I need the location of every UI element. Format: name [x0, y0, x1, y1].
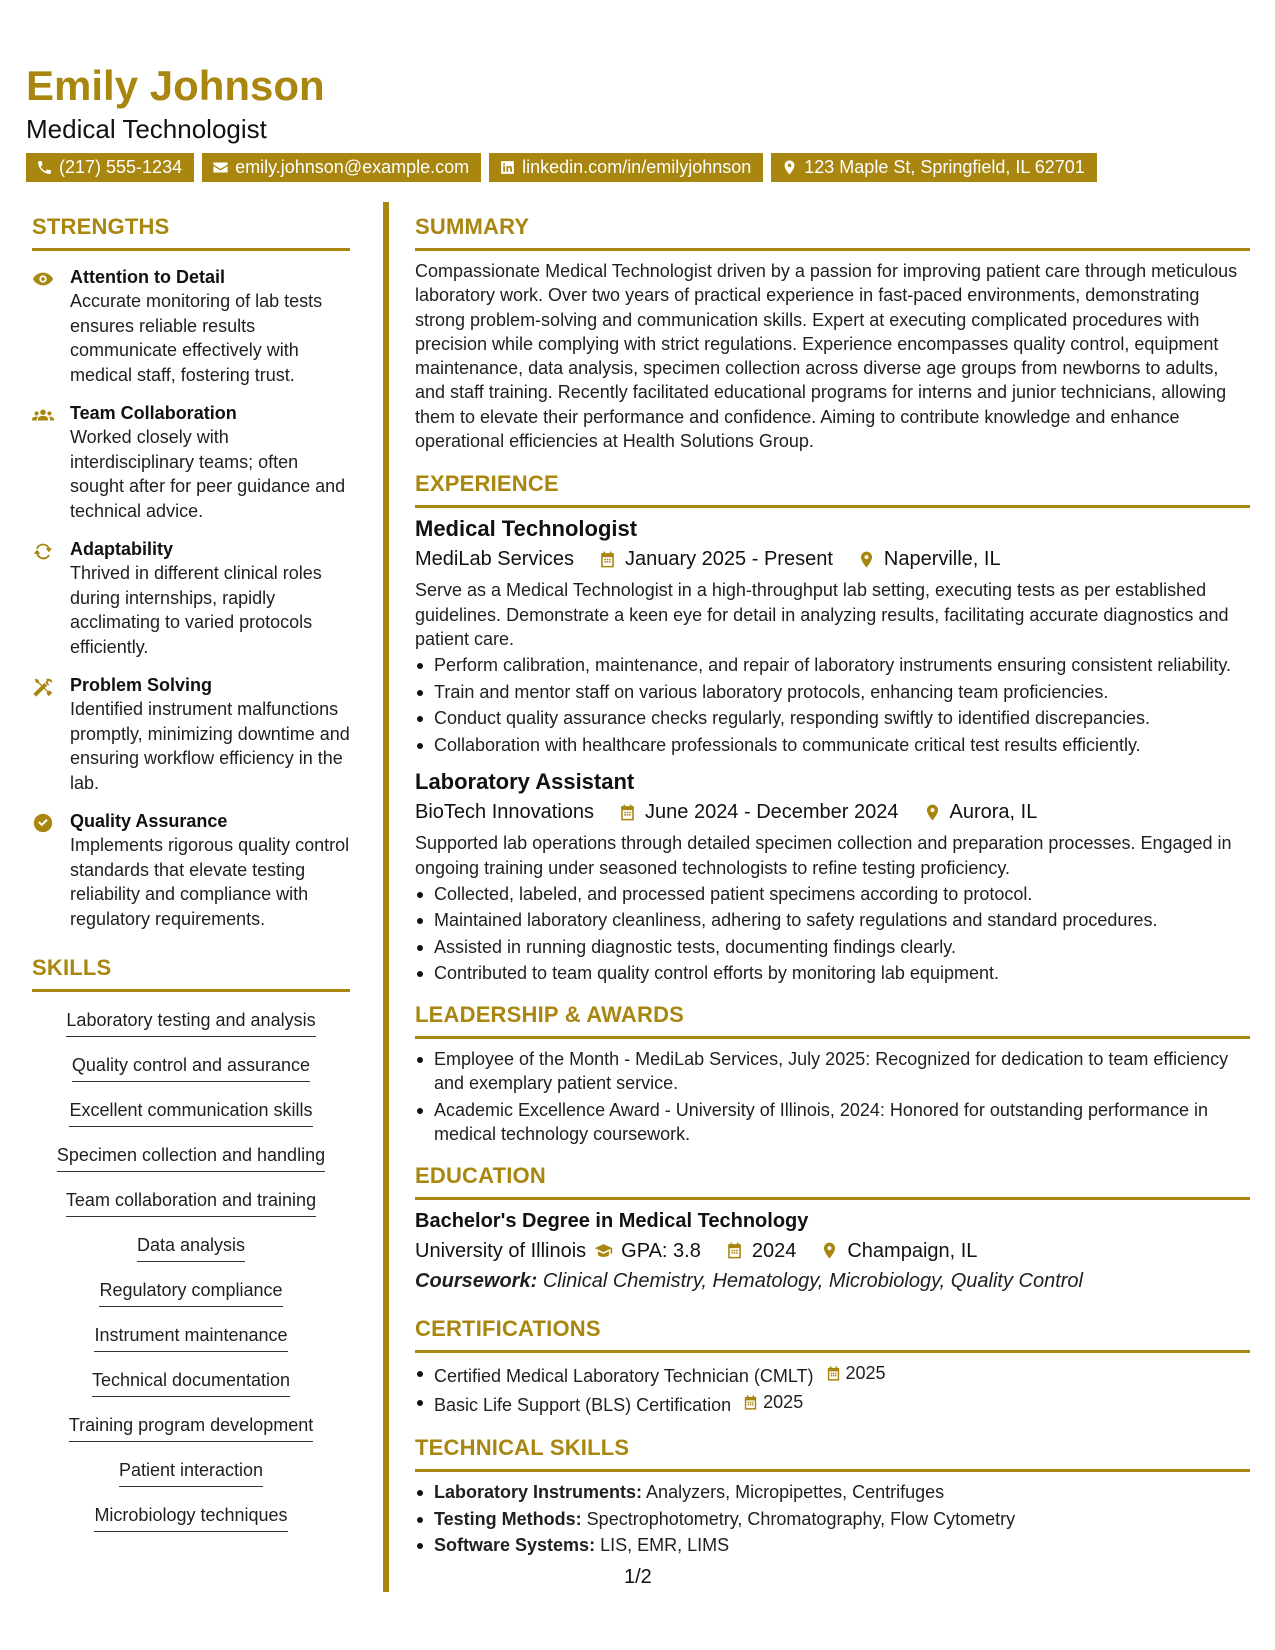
certifications-heading: CERTIFICATIONS — [415, 1315, 601, 1341]
strength-desc: Implements rigorous quality control standards that elevate testing reliability and compliance with regulatory requirements. — [70, 835, 350, 929]
map-pin-icon — [923, 803, 942, 822]
calendar-icon — [742, 1394, 759, 1411]
job-dates: January 2025 - Present — [624, 548, 833, 571]
certifications-list — [415, 1361, 1250, 1418]
skill-tag: Quality control and assurance — [72, 1053, 310, 1082]
job-company: MediLab Services — [415, 548, 574, 571]
strength-item — [32, 537, 350, 659]
skill-tag: Instrument maintenance — [94, 1323, 287, 1352]
education-heading: EDUCATION — [415, 1162, 546, 1188]
degree-title: Bachelor's Degree in Medical Technology — [415, 1209, 809, 1232]
map-pin-icon — [857, 550, 876, 569]
job-location: Aurora, IL — [949, 801, 1038, 824]
education-rule — [415, 1197, 1250, 1200]
job-meta — [415, 797, 1250, 827]
job-company: BioTech Innovations — [415, 801, 595, 824]
coursework — [415, 1266, 1250, 1296]
coursework-list: Clinical Chemistry, Hematology, Microbiology, Quality Control — [542, 1269, 1083, 1292]
map-pin-icon — [781, 159, 798, 176]
calendar-icon — [825, 1365, 842, 1382]
job-location: Naperville, IL — [883, 548, 1001, 571]
email-chip[interactable] — [202, 153, 481, 182]
strengths-heading: STRENGTHS — [32, 214, 170, 239]
strength-title: Team Collaboration — [70, 403, 237, 423]
strength-title: Adaptability — [70, 539, 174, 559]
cert-name: Basic Life Support (BLS) Certification — [434, 1394, 732, 1415]
tools-icon — [32, 676, 54, 698]
list-item — [415, 1480, 1250, 1505]
linkedin-chip[interactable] — [489, 153, 763, 182]
sync-icon — [32, 540, 54, 562]
tech-label: Software Systems: — [434, 1535, 596, 1556]
education-meta — [415, 1236, 1250, 1266]
job-entry — [415, 767, 1250, 986]
eye-icon — [32, 268, 54, 290]
skill-tag: Team collaboration and training — [66, 1188, 316, 1217]
graduation-year: 2024 — [751, 1239, 797, 1262]
page-number: 1/2 — [624, 1566, 652, 1588]
users-icon — [32, 404, 54, 426]
skills-heading: SKILLS — [32, 955, 112, 980]
phone-chip[interactable] — [26, 153, 194, 182]
tech-value: Spectrophotometry, Chromatography, Flow Cytometry — [586, 1508, 1016, 1529]
list-item: Collected, labeled, and processed patient specimens according to protocol. — [415, 882, 1250, 907]
list-item: Maintained laboratory cleanliness, adhering to safety regulations and standard procedures. — [415, 908, 1250, 933]
cert-name: Certified Medical Laboratory Technician (CMLT) — [434, 1365, 814, 1386]
skill-tag: Patient interaction — [119, 1458, 263, 1487]
skill-tag: Excellent communication skills — [69, 1098, 312, 1127]
right-column — [415, 212, 1250, 1558]
linkedin-icon — [499, 159, 516, 176]
job-description: Serve as a Medical Technologist in a high-throughput lab setting, executing tests as per established guidelines. Demonstrate a keen eye for detail in analyzing results, facilitating accurate diagnostics and patient care. — [415, 580, 1229, 649]
list-item: Perform calibration, maintenance, and repair of laboratory instruments ensuring consistent reliability. — [415, 653, 1250, 678]
candidate-name: Emily Johnson — [26, 62, 325, 109]
summary-rule — [415, 248, 1250, 251]
linkedin-text: linkedin.com/in/emilyjohnson — [522, 157, 752, 177]
strength-desc: Accurate monitoring of lab tests ensures reliable results communicate effectively with medical staff, fostering trust. — [70, 291, 323, 385]
skill-tag: Microbiology techniques — [94, 1503, 287, 1532]
awards-list — [415, 1047, 1250, 1147]
check-circle-icon — [32, 812, 54, 834]
strength-desc: Thrived in different clinical roles during internships, rapidly acclimating to varied protocols efficiently. — [70, 563, 322, 657]
job-entry — [415, 514, 1250, 757]
contact-bar — [26, 153, 1097, 182]
skill-tag: Laboratory testing and analysis — [66, 1008, 315, 1037]
strength-item — [32, 265, 350, 387]
list-item — [415, 1507, 1250, 1532]
job-bullets — [415, 882, 1250, 986]
list-item: Employee of the Month - MediLab Services, July 2025: Recognized for dedication to team efficiency and exemplary patient service. — [415, 1047, 1250, 1096]
phone-text: (217) 555-1234 — [59, 157, 183, 177]
education-location: Champaign, IL — [847, 1239, 978, 1262]
tech-value: LIS, EMR, LIMS — [600, 1535, 730, 1556]
coursework-label: Coursework: — [415, 1269, 538, 1292]
job-dates: June 2024 - December 2024 — [645, 801, 899, 824]
left-column — [32, 212, 350, 1548]
tech-label: Laboratory Instruments: — [434, 1482, 643, 1503]
strength-item — [32, 809, 350, 931]
strength-item — [32, 673, 350, 795]
calendar-icon — [725, 1241, 744, 1260]
technical-list — [415, 1480, 1250, 1558]
cert-year: 2025 — [845, 1362, 886, 1383]
awards-heading: LEADERSHIP & AWARDS — [415, 1001, 685, 1027]
strength-desc: Identified instrument malfunctions promptly, minimizing downtime and ensuring workflow efficiency in the lab. — [70, 699, 350, 793]
summary-text: Compassionate Medical Technologist driven by a passion for improving patient care through meticulous laboratory work. Over two years of practical experience in fast-paced environments, demonstrating strong problem-solving and communication skills. Expert at executing complicated procedures with precision while complying with strict regulations. Experience encompasses quality control, equipment maintenance, data analysis, specimen collection across diverse age groups from newborns to adults, and staff training. Recently facilitated educational programs for interns and junior technicians, allowing them to elevate their performance and confidence. Aiming to contribute knowledge and enhance operational efficiencies at Health Solutions Group. — [415, 261, 1238, 452]
job-meta — [415, 544, 1250, 574]
map-pin-icon — [820, 1241, 839, 1260]
school-name: University of Illinois — [415, 1239, 587, 1262]
job-bullets — [415, 653, 1250, 757]
job-description: Supported lab operations through detailed specimen collection and preparation processes. Engaged in ongoing training under seasoned technologists to refine testing proficiency. — [415, 833, 1232, 878]
calendar-icon — [618, 803, 637, 822]
skill-tag: Regulatory compliance — [99, 1278, 282, 1307]
list-item: Conduct quality assurance checks regularly, responding swiftly to identified discrepancies. — [415, 706, 1250, 731]
job-title: Medical Technologist — [415, 516, 638, 542]
envelope-icon — [212, 159, 229, 176]
skill-tag: Specimen collection and handling — [57, 1143, 325, 1172]
list-item: Collaboration with healthcare professionals to communicate critical test results efficiently. — [415, 733, 1250, 758]
strength-title: Attention to Detail — [70, 267, 225, 287]
list-item — [415, 1533, 1250, 1558]
experience-rule — [415, 505, 1250, 508]
job-title: Laboratory Assistant — [415, 769, 635, 795]
skills-rule — [32, 989, 350, 992]
graduation-cap-icon — [594, 1241, 613, 1260]
experience-heading: EXPERIENCE — [415, 471, 559, 497]
summary-heading: SUMMARY — [415, 214, 530, 239]
list-item: Train and mentor staff on various laboratory protocols, enhancing team proficiencies. — [415, 680, 1250, 705]
list-item — [415, 1361, 1250, 1388]
strength-item — [32, 401, 350, 523]
address-chip[interactable] — [771, 153, 1097, 182]
skill-tag: Data analysis — [137, 1233, 245, 1262]
list-item: Contributed to team quality control efforts by monitoring lab equipment. — [415, 961, 1250, 986]
resume-header — [26, 62, 325, 146]
phone-icon — [36, 159, 53, 176]
skill-tag: Training program development — [69, 1413, 313, 1442]
strength-desc: Worked closely with interdisciplinary teams; often sought after for peer guidance and technical advice. — [70, 427, 346, 521]
skills-list — [32, 1008, 350, 1548]
calendar-icon — [598, 550, 617, 569]
technical-heading: TECHNICAL SKILLS — [415, 1435, 630, 1461]
email-text: emily.johnson@example.com — [235, 157, 470, 177]
awards-rule — [415, 1036, 1250, 1039]
column-divider — [383, 202, 389, 1592]
certifications-rule — [415, 1350, 1250, 1353]
tech-label: Testing Methods: — [434, 1508, 582, 1529]
candidate-role: Medical Technologist — [26, 114, 267, 144]
list-item — [415, 1390, 1250, 1417]
tech-value: Analyzers, Micropipettes, Centrifuges — [646, 1482, 945, 1503]
list-item: Academic Excellence Award - University of Illinois, 2024: Honored for outstanding performance in medical technology coursework. — [415, 1098, 1250, 1147]
skill-tag: Technical documentation — [92, 1368, 290, 1397]
cert-year: 2025 — [763, 1392, 804, 1413]
list-item: Assisted in running diagnostic tests, documenting findings clearly. — [415, 935, 1250, 960]
strength-title: Problem Solving — [70, 675, 213, 695]
strengths-rule — [32, 248, 350, 251]
gpa: GPA: 3.8 — [621, 1239, 701, 1262]
address-text: 123 Maple St, Springfield, IL 62701 — [804, 157, 1085, 177]
strength-title: Quality Assurance — [70, 811, 228, 831]
technical-rule — [415, 1469, 1250, 1472]
